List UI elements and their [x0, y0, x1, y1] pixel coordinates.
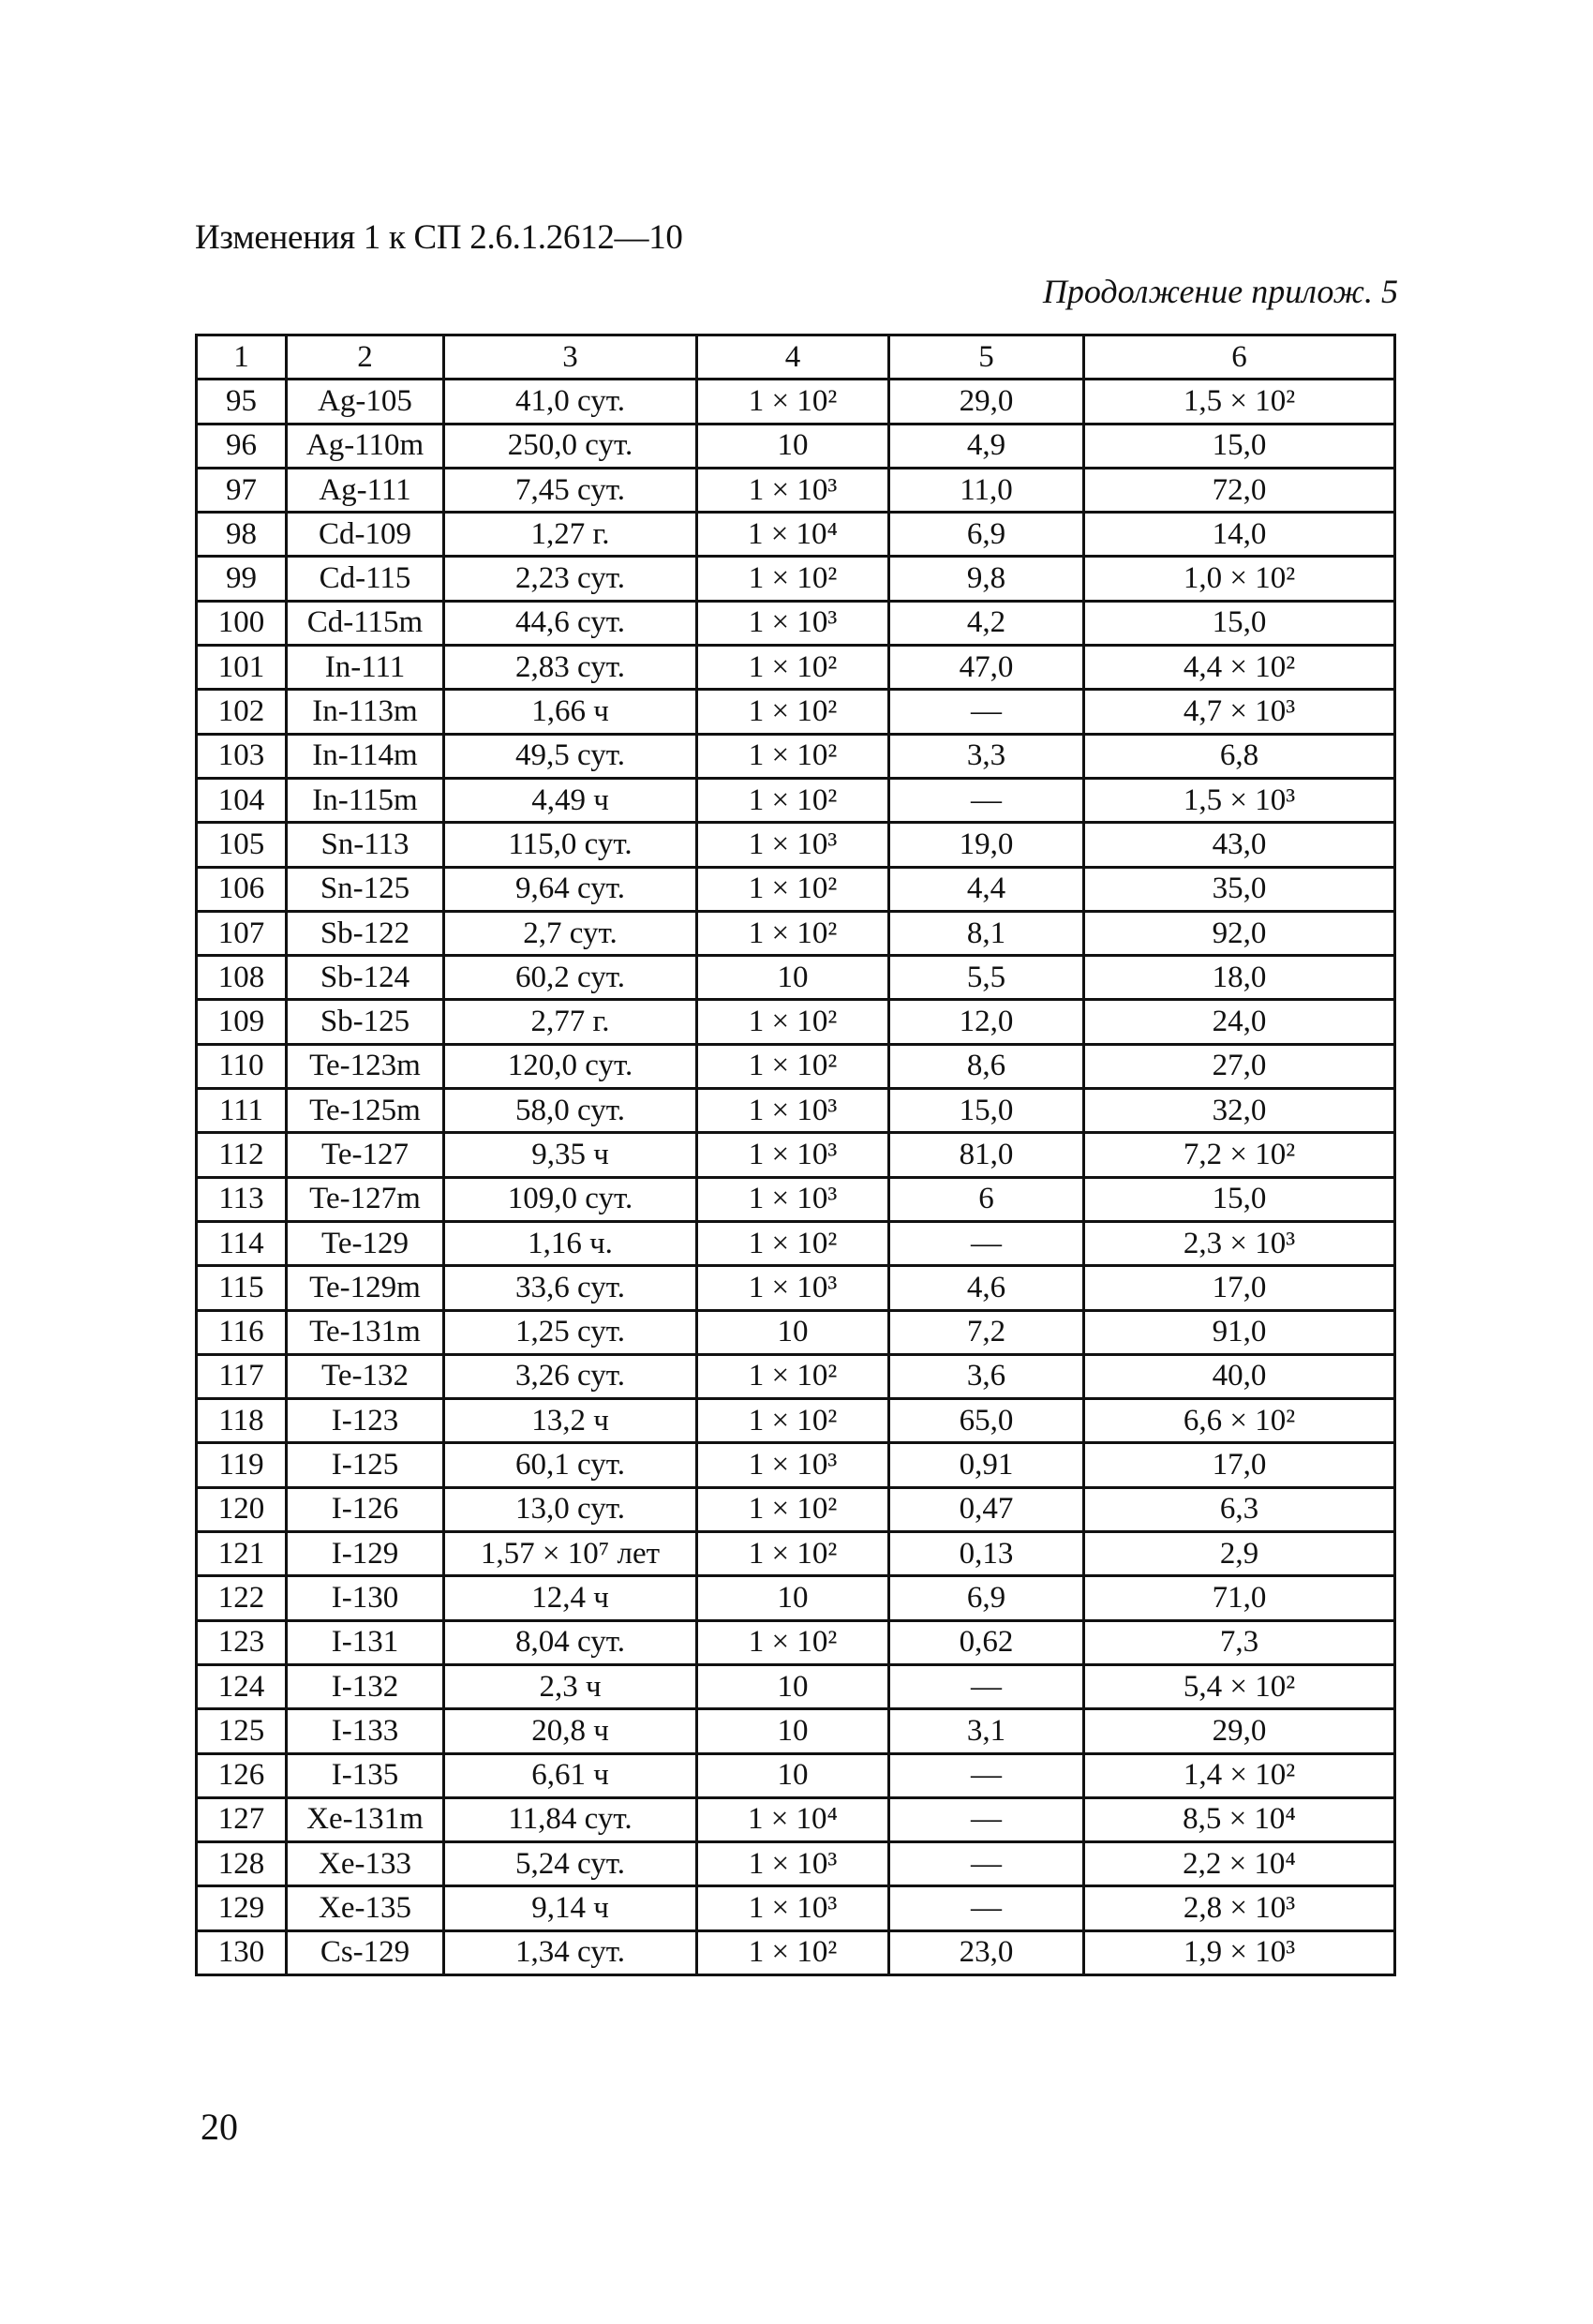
- table-cell: 1,5 × 10³: [1084, 778, 1395, 822]
- table-cell: 1 × 10²: [697, 911, 889, 955]
- table-cell: 1 × 10²: [697, 557, 889, 601]
- table-cell: 65,0: [889, 1399, 1084, 1443]
- table-cell: 109,0 сут.: [444, 1177, 697, 1221]
- table-cell: Cd-115: [287, 557, 444, 601]
- table-cell: 117: [197, 1354, 287, 1398]
- table-cell: 1 × 10³: [697, 1266, 889, 1310]
- table-cell: 1,34 сут.: [444, 1930, 697, 1974]
- table-cell: Xe-133: [287, 1842, 444, 1886]
- table-cell: 0,91: [889, 1443, 1084, 1487]
- table-cell: Sb-122: [287, 911, 444, 955]
- table-cell: 92,0: [1084, 911, 1395, 955]
- table-cell: 6,8: [1084, 734, 1395, 778]
- table-cell: 6,9: [889, 513, 1084, 557]
- table-row: [197, 690, 1395, 734]
- table-cell: 49,5 сут.: [444, 734, 697, 778]
- table-cell: I-133: [287, 1709, 444, 1753]
- table-cell: Ag-105: [287, 380, 444, 424]
- table-cell: 1,0 × 10²: [1084, 557, 1395, 601]
- table-cell: 109: [197, 1000, 287, 1044]
- table-cell: 1 × 10²: [697, 1399, 889, 1443]
- table-cell: 126: [197, 1753, 287, 1797]
- table-cell: 15,0: [1084, 424, 1395, 468]
- table-cell: 106: [197, 867, 287, 911]
- column-header: 2: [287, 335, 444, 380]
- table-cell: In-114m: [287, 734, 444, 778]
- table-cell: 3,26 сут.: [444, 1354, 697, 1398]
- table-row: [197, 1576, 1395, 1620]
- table-cell: 115: [197, 1266, 287, 1310]
- table-row: [197, 1886, 1395, 1930]
- table-cell: 1 × 10²: [697, 867, 889, 911]
- table-cell: 71,0: [1084, 1576, 1395, 1620]
- table-cell: 1 × 10²: [697, 1044, 889, 1088]
- table-cell: I-135: [287, 1753, 444, 1797]
- table-cell: 6,9: [889, 1576, 1084, 1620]
- table-cell: 105: [197, 823, 287, 867]
- table-cell: 104: [197, 778, 287, 822]
- table-row: [197, 911, 1395, 955]
- table-cell: Te-127: [287, 1133, 444, 1177]
- table-cell: 128: [197, 1842, 287, 1886]
- table-cell: 1 × 10⁴: [697, 1797, 889, 1841]
- table-row: [197, 1487, 1395, 1531]
- table-row: [197, 1133, 1395, 1177]
- table-cell: 72,0: [1084, 468, 1395, 512]
- table-cell: 15,0: [1084, 601, 1395, 645]
- table-cell: 1 × 10²: [697, 690, 889, 734]
- table-cell: 23,0: [889, 1930, 1084, 1974]
- table-header-row: [197, 335, 1395, 380]
- table-cell: 1,4 × 10²: [1084, 1753, 1395, 1797]
- table-cell: 2,23 сут.: [444, 557, 697, 601]
- table-cell: 101: [197, 646, 287, 690]
- table-cell: 47,0: [889, 646, 1084, 690]
- table-cell: Sb-125: [287, 1000, 444, 1044]
- table-cell: 1 × 10²: [697, 1221, 889, 1265]
- table-cell: 35,0: [1084, 867, 1395, 911]
- table-cell: 1,16 ч.: [444, 1221, 697, 1265]
- table-cell: 1 × 10²: [697, 1620, 889, 1664]
- table-cell: 10: [697, 1664, 889, 1708]
- table-row: [197, 1664, 1395, 1708]
- table-cell: I-125: [287, 1443, 444, 1487]
- table-cell: 112: [197, 1133, 287, 1177]
- table-cell: —: [889, 1842, 1084, 1886]
- table-row: [197, 1842, 1395, 1886]
- table-cell: 99: [197, 557, 287, 601]
- table-cell: 8,5 × 10⁴: [1084, 1797, 1395, 1841]
- table-cell: 116: [197, 1310, 287, 1354]
- table-cell: 1 × 10²: [697, 1000, 889, 1044]
- table-row: [197, 956, 1395, 1000]
- table-cell: 6,3: [1084, 1487, 1395, 1531]
- table-cell: Sn-125: [287, 867, 444, 911]
- table-cell: —: [889, 778, 1084, 822]
- table-cell: 4,9: [889, 424, 1084, 468]
- table-cell: 1 × 10²: [697, 646, 889, 690]
- table-cell: 1 × 10²: [697, 1354, 889, 1398]
- table-cell: 1,25 сут.: [444, 1310, 697, 1354]
- table-row: [197, 1310, 1395, 1354]
- table-cell: —: [889, 1797, 1084, 1841]
- table-cell: 32,0: [1084, 1089, 1395, 1133]
- table-cell: 118: [197, 1399, 287, 1443]
- table-cell: 108: [197, 956, 287, 1000]
- table-cell: Te-129: [287, 1221, 444, 1265]
- table-cell: 120,0 сут.: [444, 1044, 697, 1088]
- table-row: [197, 1753, 1395, 1797]
- table-cell: I-130: [287, 1576, 444, 1620]
- table-cell: 0,13: [889, 1532, 1084, 1576]
- table-cell: —: [889, 1221, 1084, 1265]
- table-cell: 2,8 × 10³: [1084, 1886, 1395, 1930]
- table-cell: 1 × 10³: [697, 1133, 889, 1177]
- table-cell: 4,49 ч: [444, 778, 697, 822]
- table-cell: —: [889, 690, 1084, 734]
- table-cell: 60,1 сут.: [444, 1443, 697, 1487]
- page-number: 20: [201, 2106, 238, 2148]
- table-cell: 1 × 10³: [697, 1177, 889, 1221]
- table-row: [197, 823, 1395, 867]
- table-row: [197, 1532, 1395, 1576]
- table-row: [197, 557, 1395, 601]
- table-cell: 29,0: [1084, 1709, 1395, 1753]
- table-cell: I-123: [287, 1399, 444, 1443]
- table-row: [197, 1399, 1395, 1443]
- table-cell: 3,1: [889, 1709, 1084, 1753]
- table-cell: 17,0: [1084, 1266, 1395, 1310]
- table-cell: I-132: [287, 1664, 444, 1708]
- table-cell: 6,61 ч: [444, 1753, 697, 1797]
- table-cell: 58,0 сут.: [444, 1089, 697, 1133]
- table-cell: I-126: [287, 1487, 444, 1531]
- table-cell: 9,35 ч: [444, 1133, 697, 1177]
- table-cell: 7,2: [889, 1310, 1084, 1354]
- table-row: [197, 1177, 1395, 1221]
- table-cell: —: [889, 1664, 1084, 1708]
- table-cell: 10: [697, 1576, 889, 1620]
- column-header: 4: [697, 335, 889, 380]
- table-row: [197, 1266, 1395, 1310]
- table-cell: 1,27 г.: [444, 513, 697, 557]
- table-cell: 97: [197, 468, 287, 512]
- table-cell: 122: [197, 1576, 287, 1620]
- table-cell: 96: [197, 424, 287, 468]
- table-cell: 2,7 сут.: [444, 911, 697, 955]
- table-cell: 129: [197, 1886, 287, 1930]
- table-cell: In-115m: [287, 778, 444, 822]
- table-cell: 8,6: [889, 1044, 1084, 1088]
- table-cell: —: [889, 1753, 1084, 1797]
- column-header: 5: [889, 335, 1084, 380]
- table-cell: 7,45 сут.: [444, 468, 697, 512]
- table-row: [197, 468, 1395, 512]
- table-cell: 17,0: [1084, 1443, 1395, 1487]
- table-cell: —: [889, 1886, 1084, 1930]
- table-cell: 119: [197, 1443, 287, 1487]
- table-row: [197, 1443, 1395, 1487]
- table-cell: Xe-131m: [287, 1797, 444, 1841]
- table-cell: 8,1: [889, 911, 1084, 955]
- table-cell: 1,5 × 10²: [1084, 380, 1395, 424]
- table-cell: 130: [197, 1930, 287, 1974]
- table-cell: Cs-129: [287, 1930, 444, 1974]
- table-row: [197, 1044, 1395, 1088]
- table-cell: 13,0 сут.: [444, 1487, 697, 1531]
- table-cell: 10: [697, 424, 889, 468]
- table-cell: 1 × 10³: [697, 1842, 889, 1886]
- table-row: [197, 1089, 1395, 1133]
- table-cell: 44,6 сут.: [444, 601, 697, 645]
- table-cell: 3,3: [889, 734, 1084, 778]
- table-cell: 4,4: [889, 867, 1084, 911]
- table-cell: 5,5: [889, 956, 1084, 1000]
- table-cell: 12,0: [889, 1000, 1084, 1044]
- table-cell: 1 × 10⁴: [697, 513, 889, 557]
- table-cell: 107: [197, 911, 287, 955]
- table-cell: 9,8: [889, 557, 1084, 601]
- table-cell: I-129: [287, 1532, 444, 1576]
- table-cell: 5,24 сут.: [444, 1842, 697, 1886]
- table-row: [197, 778, 1395, 822]
- table-row: [197, 1354, 1395, 1398]
- table-cell: 1,9 × 10³: [1084, 1930, 1395, 1974]
- table-cell: 1 × 10²: [697, 1532, 889, 1576]
- table-cell: 4,6: [889, 1266, 1084, 1310]
- table-cell: Cd-115m: [287, 601, 444, 645]
- table-cell: 2,83 сут.: [444, 646, 697, 690]
- table-row: [197, 424, 1395, 468]
- table-cell: 29,0: [889, 380, 1084, 424]
- table-cell: Te-131m: [287, 1310, 444, 1354]
- table-row: [197, 1797, 1395, 1841]
- table-cell: 125: [197, 1709, 287, 1753]
- table-cell: 11,84 сут.: [444, 1797, 697, 1841]
- table-cell: Te-127m: [287, 1177, 444, 1221]
- table-cell: 1,57 × 10⁷ лет: [444, 1532, 697, 1576]
- table-row: [197, 1620, 1395, 1664]
- table-cell: 124: [197, 1664, 287, 1708]
- table-cell: 27,0: [1084, 1044, 1395, 1088]
- table-cell: 7,3: [1084, 1620, 1395, 1664]
- table-cell: I-131: [287, 1620, 444, 1664]
- table-cell: 81,0: [889, 1133, 1084, 1177]
- table-cell: 4,4 × 10²: [1084, 646, 1395, 690]
- table-cell: 1 × 10³: [697, 601, 889, 645]
- table-cell: 110: [197, 1044, 287, 1088]
- table-row: [197, 734, 1395, 778]
- table-cell: 4,2: [889, 601, 1084, 645]
- table-cell: 95: [197, 380, 287, 424]
- table-cell: 6: [889, 1177, 1084, 1221]
- table-cell: 8,04 сут.: [444, 1620, 697, 1664]
- table-cell: 2,9: [1084, 1532, 1395, 1576]
- table-row: [197, 1709, 1395, 1753]
- table-cell: 115,0 сут.: [444, 823, 697, 867]
- table-cell: 120: [197, 1487, 287, 1531]
- table-cell: 43,0: [1084, 823, 1395, 867]
- table-cell: 1 × 10²: [697, 734, 889, 778]
- table-cell: 3,6: [889, 1354, 1084, 1398]
- table-cell: 1 × 10³: [697, 823, 889, 867]
- table-cell: 18,0: [1084, 956, 1395, 1000]
- table-cell: Te-123m: [287, 1044, 444, 1088]
- table-cell: 0,62: [889, 1620, 1084, 1664]
- table-cell: Cd-109: [287, 513, 444, 557]
- table-row: [197, 601, 1395, 645]
- table-cell: 10: [697, 956, 889, 1000]
- table-row: [197, 380, 1395, 424]
- table-cell: 102: [197, 690, 287, 734]
- table-cell: 121: [197, 1532, 287, 1576]
- table-cell: 9,64 сут.: [444, 867, 697, 911]
- continuation-label: Продолжение прилож. 5: [1042, 273, 1398, 310]
- column-header: 3: [444, 335, 697, 380]
- table-cell: 12,4 ч: [444, 1576, 697, 1620]
- table-cell: 7,2 × 10²: [1084, 1133, 1395, 1177]
- table-cell: 60,2 сут.: [444, 956, 697, 1000]
- table-cell: 0,47: [889, 1487, 1084, 1531]
- table-cell: 1 × 10³: [697, 1886, 889, 1930]
- table-cell: Sn-113: [287, 823, 444, 867]
- table-cell: In-111: [287, 646, 444, 690]
- table-cell: 19,0: [889, 823, 1084, 867]
- table-cell: 1 × 10²: [697, 778, 889, 822]
- table-cell: Te-129m: [287, 1266, 444, 1310]
- table-row: [197, 646, 1395, 690]
- column-header: 6: [1084, 335, 1395, 380]
- table-cell: 40,0: [1084, 1354, 1395, 1398]
- table-cell: Sb-124: [287, 956, 444, 1000]
- table-cell: 2,3 ч: [444, 1664, 697, 1708]
- document-header: Изменения 1 к СП 2.6.1.2612—10: [195, 218, 683, 257]
- table-cell: 24,0: [1084, 1000, 1395, 1044]
- table-cell: Ag-111: [287, 468, 444, 512]
- table-cell: 14,0: [1084, 513, 1395, 557]
- table-cell: 100: [197, 601, 287, 645]
- table-cell: 6,6 × 10²: [1084, 1399, 1395, 1443]
- table-cell: 114: [197, 1221, 287, 1265]
- table-cell: 127: [197, 1797, 287, 1841]
- table-cell: 111: [197, 1089, 287, 1133]
- table-cell: 9,14 ч: [444, 1886, 697, 1930]
- table-cell: In-113m: [287, 690, 444, 734]
- table-cell: 1 × 10²: [697, 1930, 889, 1974]
- table-cell: 2,77 г.: [444, 1000, 697, 1044]
- table-cell: 1 × 10²: [697, 380, 889, 424]
- table-cell: 33,6 сут.: [444, 1266, 697, 1310]
- table-cell: Te-125m: [287, 1089, 444, 1133]
- table-cell: 1,66 ч: [444, 690, 697, 734]
- table-cell: 41,0 сут.: [444, 380, 697, 424]
- table-cell: 2,3 × 10³: [1084, 1221, 1395, 1265]
- table-cell: 20,8 ч: [444, 1709, 697, 1753]
- table-cell: 113: [197, 1177, 287, 1221]
- column-header: 1: [197, 335, 287, 380]
- table-cell: 10: [697, 1709, 889, 1753]
- table-cell: 1 × 10³: [697, 468, 889, 512]
- table-cell: 10: [697, 1310, 889, 1354]
- table-cell: 98: [197, 513, 287, 557]
- table-row: [197, 1221, 1395, 1265]
- table-cell: 15,0: [1084, 1177, 1395, 1221]
- table-cell: Ag-110m: [287, 424, 444, 468]
- table-cell: 123: [197, 1620, 287, 1664]
- table-cell: 250,0 сут.: [444, 424, 697, 468]
- table-row: [197, 1000, 1395, 1044]
- table-cell: Te-132: [287, 1354, 444, 1398]
- table-cell: 11,0: [889, 468, 1084, 512]
- table-cell: 15,0: [889, 1089, 1084, 1133]
- table-cell: 10: [697, 1753, 889, 1797]
- table-cell: 4,7 × 10³: [1084, 690, 1395, 734]
- table-row: [197, 513, 1395, 557]
- table-cell: 91,0: [1084, 1310, 1395, 1354]
- table-cell: 103: [197, 734, 287, 778]
- table-cell: 1 × 10²: [697, 1487, 889, 1531]
- table-cell: 1 × 10³: [697, 1089, 889, 1133]
- table-row: [197, 867, 1395, 911]
- table-cell: 2,2 × 10⁴: [1084, 1842, 1395, 1886]
- table-row: [197, 1930, 1395, 1974]
- table-cell: 13,2 ч: [444, 1399, 697, 1443]
- data-table: [195, 334, 1396, 1976]
- table-cell: Xe-135: [287, 1886, 444, 1930]
- table-cell: 1 × 10³: [697, 1443, 889, 1487]
- table-cell: 5,4 × 10²: [1084, 1664, 1395, 1708]
